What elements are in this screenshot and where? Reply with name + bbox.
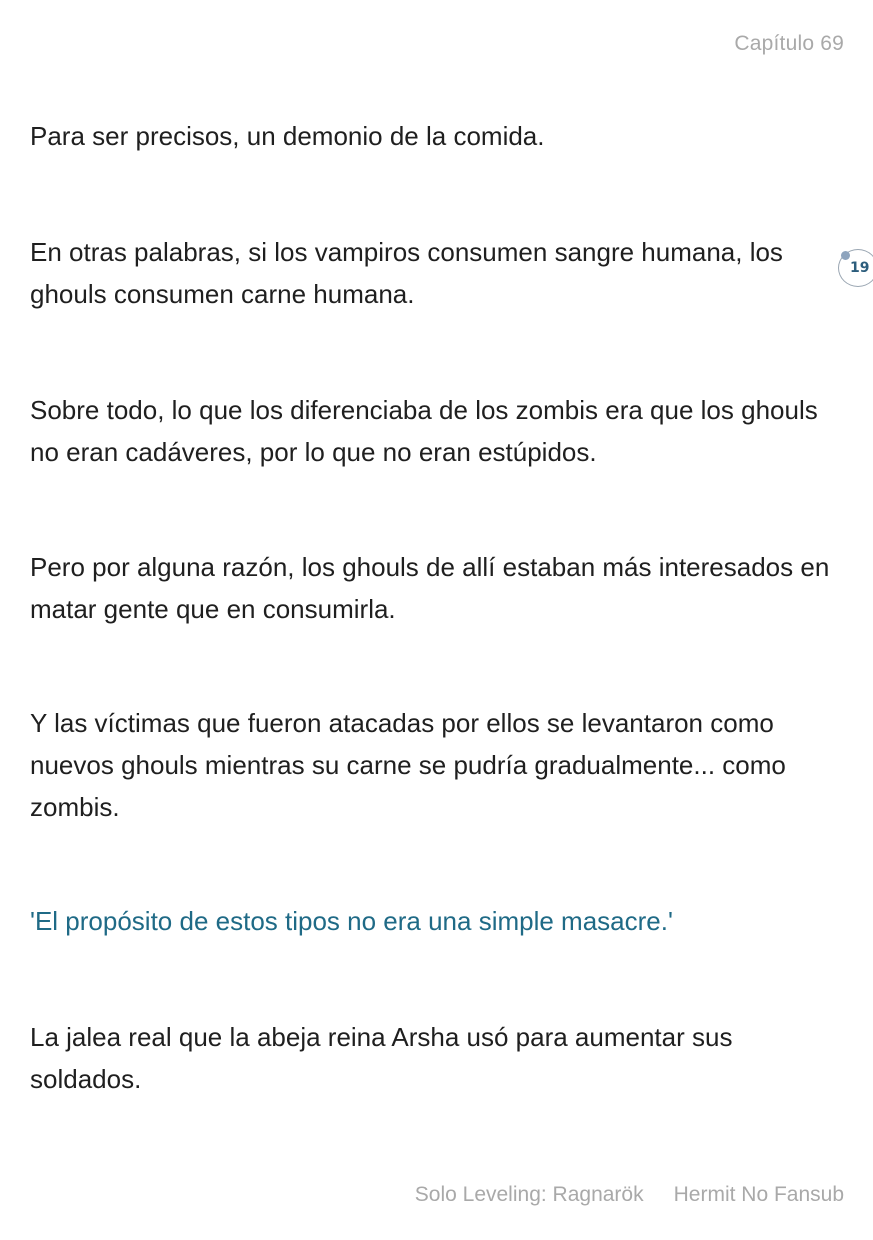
page-number: 19: [850, 260, 870, 276]
paragraph: La jalea real que la abeja reina Arsha usó para aumentar sus soldados.: [30, 1022, 733, 1094]
footer: [415, 1183, 844, 1207]
paragraph: Y las víctimas que fueron atacadas por ellos se levantaron como nuevos ghouls mientras su carne se pudría gradualmente... como zombis.: [30, 708, 786, 822]
paragraph: Para ser precisos, un demonio de la comida.: [30, 121, 545, 151]
paragraph: Pero por alguna razón, los ghouls de allí estaban más interesados en matar gente que en consumirla.: [30, 552, 830, 624]
paragraph: En otras palabras, si los vampiros consumen sangre humana, los ghouls consumen carne humana.: [30, 237, 783, 309]
paragraph: Sobre todo, lo que los diferenciaba de los zombis era que los ghouls no eran cadáveres, por lo que no eran estúpidos.: [30, 395, 818, 467]
page-number-marker[interactable]: [838, 249, 873, 287]
thought-paragraph: 'El propósito de estos tipos no era una simple masacre.': [30, 906, 673, 936]
page-marker-dot-icon: [841, 251, 850, 260]
chapter-label: Capítulo 69: [734, 32, 844, 55]
footer-translator: Hermit No Fansub: [673, 1183, 844, 1206]
footer-book-title: Solo Leveling: Ragnarök: [414, 1183, 644, 1206]
